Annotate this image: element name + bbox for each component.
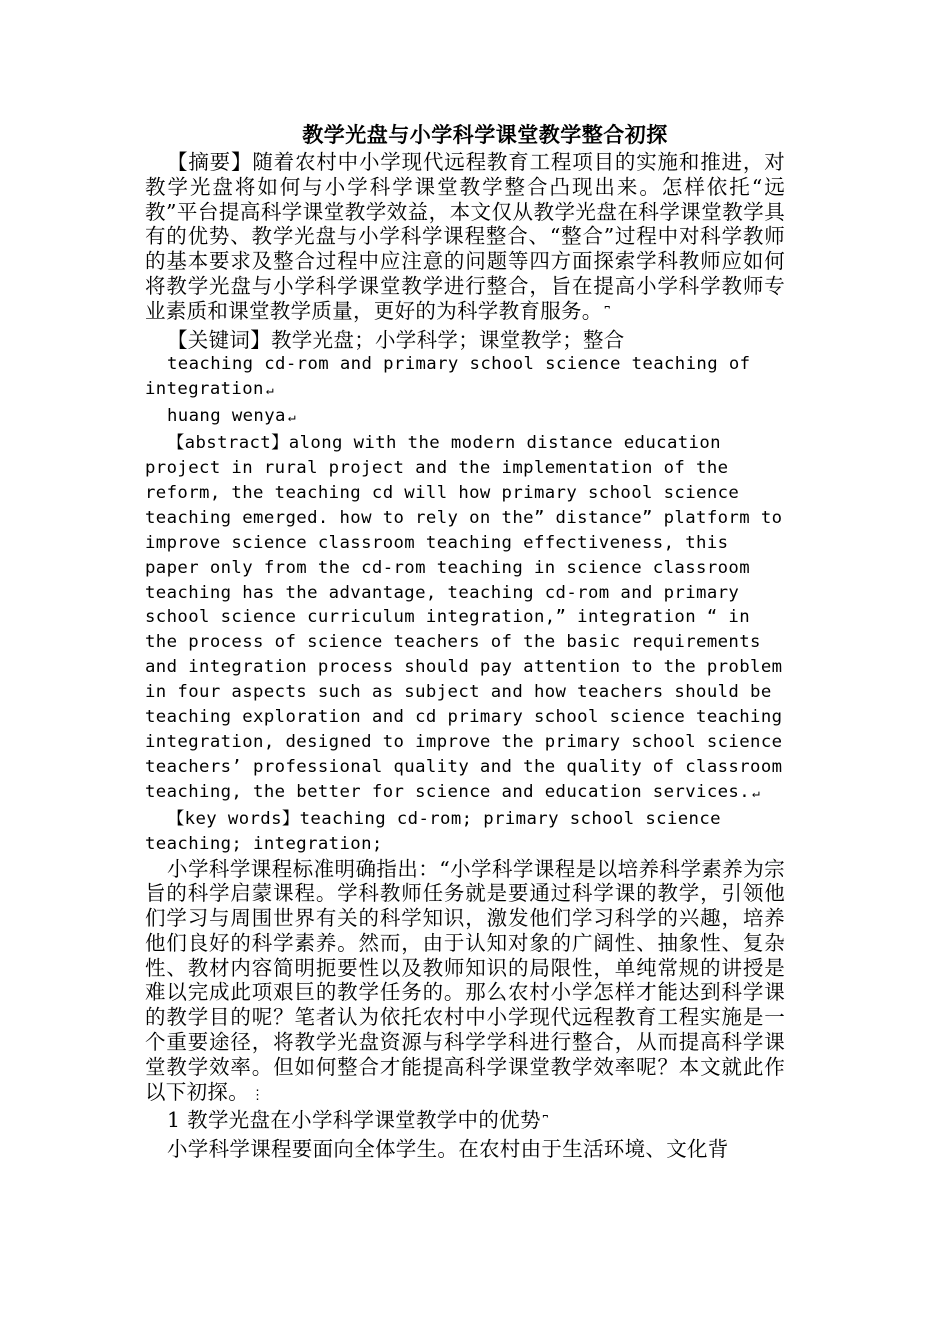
line-break-mark-icon: ↵	[265, 383, 275, 399]
document-page	[145, 120, 785, 1162]
line-break-mark-icon: ⋮	[251, 1087, 265, 1103]
paragraph-mark-icon: ⎴	[542, 1116, 549, 1132]
keywords-en: 【key words】teaching cd-rom; primary school science teaching; integration;	[145, 808, 721, 854]
section1-text: 小学科学课程要面向全体学生。在农村由于生活环境、文化背	[167, 1137, 729, 1162]
section1-heading	[145, 1108, 785, 1137]
paragraph-mark-icon: ⎴	[604, 306, 611, 322]
abstract-cn	[145, 150, 785, 328]
abstract-en	[145, 431, 785, 807]
intro-cn	[145, 857, 785, 1109]
author-en-text: huang wenya	[167, 406, 286, 427]
keywords-cn: 【关键词】教学光盘；小学科学；课堂教学；整合	[167, 327, 625, 352]
section1-heading-text: 1 教学光盘在小学科学课堂教学中的优势	[167, 1108, 541, 1133]
line-break-mark-icon: ↵	[752, 785, 761, 801]
title-en	[145, 352, 785, 404]
line-break-mark-icon: ↵	[287, 410, 297, 426]
abstract-cn-text: 【摘要】随着农村中小学现代远程教育工程项目的实施和推进，对教学光盘将如何与小学科学课堂教学整合凸现出来。怎样依托“远教”平台提高科学课堂教学效益，本文仅从教学光盘在科学课堂教学具有的优势、教学光盘与小学科学课程整合、“整合”过程中对科学教师的基本要求及整合过程中应注意的问题等四方面探索学科教师应如何将教学光盘与小学科学课堂教学进行整合，旨在提高小学科学教师专业素质和课堂教学质量，更好的为科学教育服务。	[145, 150, 785, 323]
title-en-text: teaching cd-rom and primary school science teaching of integration	[145, 354, 751, 400]
abstract-en-text: 【abstract】along with the modern distance education project in rural project and the implementation of the reform, the teaching cd will how primary school science teaching emerged. how to rely on the” distance” platform to improve science classroom teaching effectiveness, this paper only from the cd-rom teaching in science classroom teaching has the advantage, teaching cd-rom and primary school science curriculum integration,” integration “ in the process of science teachers of the basic requirements and integration process should pay attention to the problem in four aspects such as subject and how teachers should be teaching exploration and cd primary school science teaching integration, designed to improve the primary school science teachers’ professional quality and the quality of classroom teaching, the better for science and education services.	[145, 433, 783, 802]
intro-cn-text: 小学科学课程标准明确指出：“小学科学课程是以培养科学素养为宗旨的科学启蒙课程。学科教师任务就是要通过科学课的教学，引领他们学习与周围世界有关的科学知识，激发他们学习科学的兴趣，培养他们良好的科学素养。然而，由于认知对象的广阔性、抽象性、复杂性、教材内容简明扼要性以及教师知识的局限性，单纯常规的讲授是难以完成此项艰巨的教学任务的。那么农村小学怎样才能达到科学课的教学目的呢？笔者认为依托农村中小学现代远程教育工程实施是一个重要途径，将教学光盘资源与科学学科进行整合，从而提高科学课堂教学效率。但如何整合才能提高科学课堂教学效率呢？本文就此作以下初探。	[145, 856, 785, 1104]
author-en	[145, 404, 785, 431]
document-title: 教学光盘与小学科学课堂教学整合初探	[302, 123, 668, 147]
